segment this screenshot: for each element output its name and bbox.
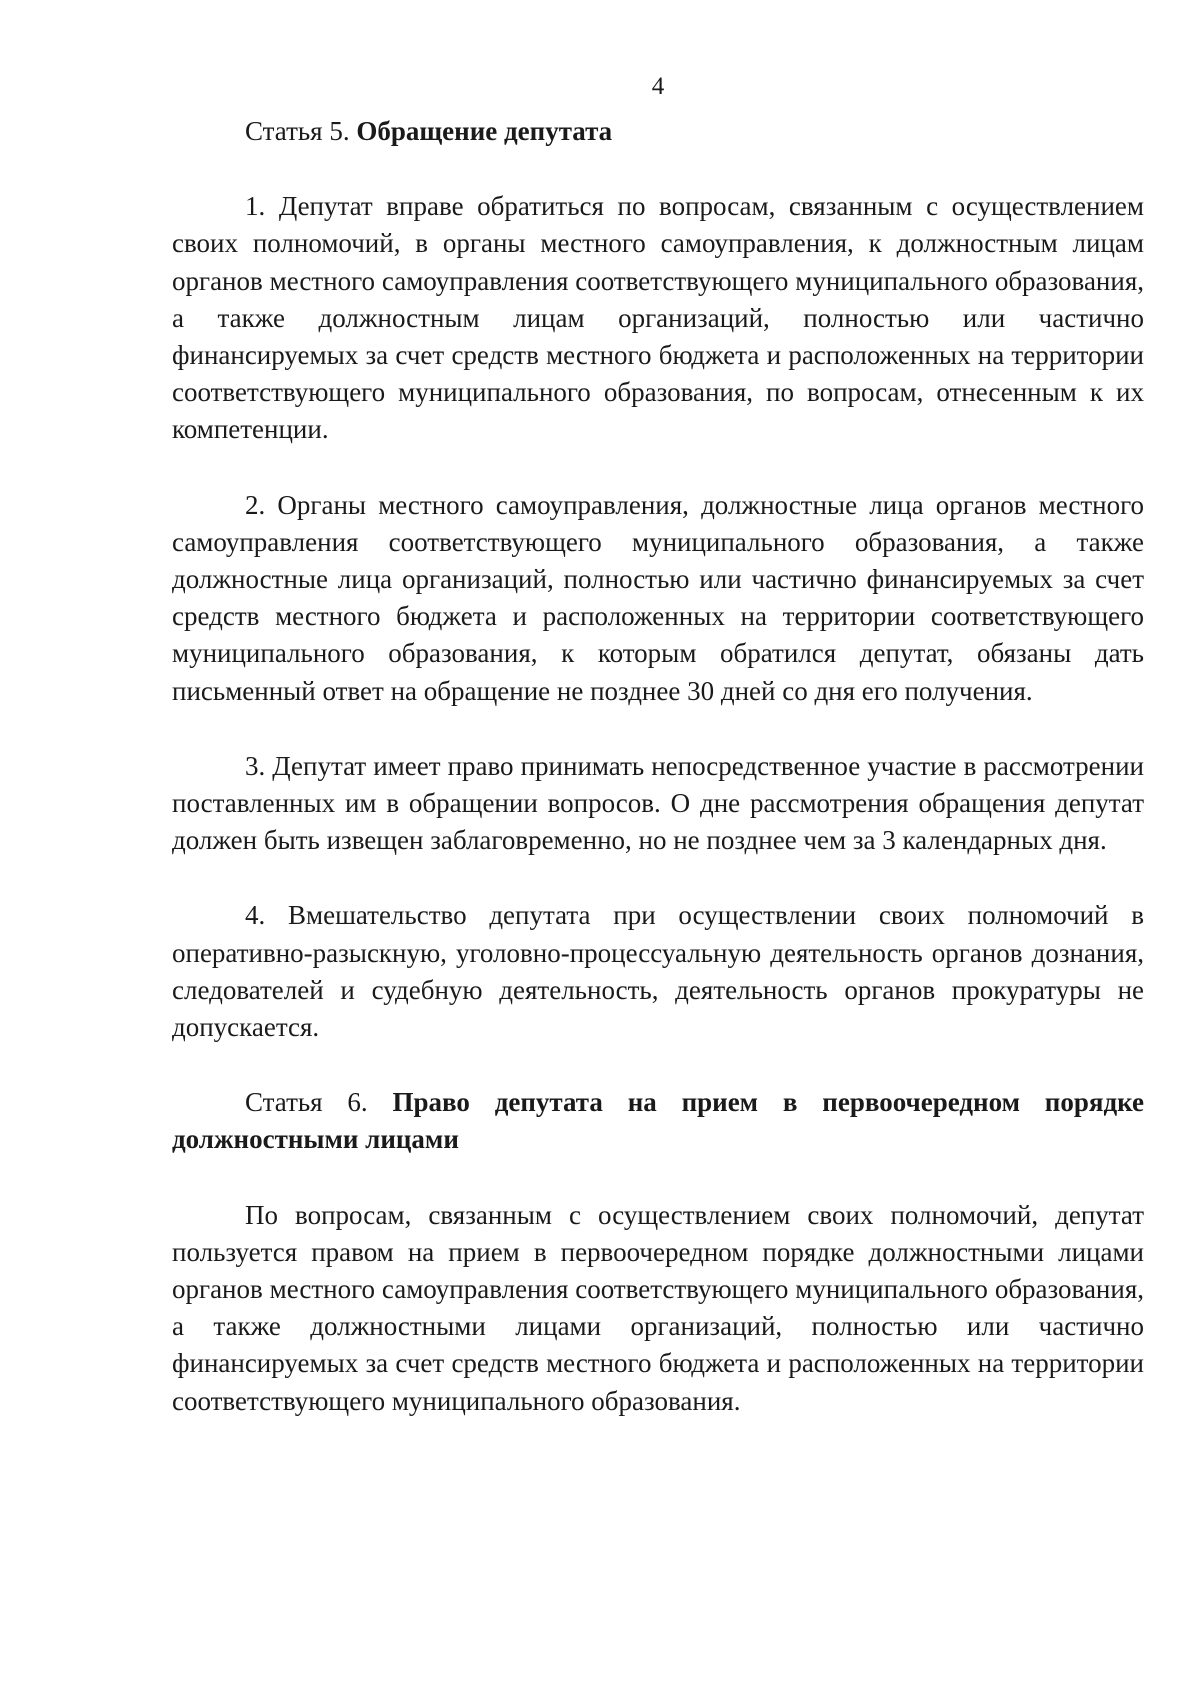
document-body — [172, 113, 1144, 1420]
article-5-paragraph-3: 3. Депутат имеет право принимать непосредственное участие в рассмотрении поставленных им в обращении вопросов. О дне рассмотрения обращения депутат должен быть извещен заблаговременно, но не позднее чем за 3 календарных дня. — [172, 750, 1144, 856]
article-5-title: Обращение депутата — [356, 116, 613, 146]
page-number: 4 — [651, 73, 665, 100]
article-5-paragraph-4: 4. Вмешательство депутата при осуществлении своих полномочий в оперативно-разыскную, уголовно-процессуальную деятельность органов дознания, следователей и судебную деятельность, деятельность органов прокуратуры не допускается. — [172, 900, 1144, 1043]
article-5-prefix: Статья 5. — [245, 116, 350, 146]
article-6-title: Право депутата на прием в первоочередном порядке должностными лицами — [172, 1087, 1144, 1155]
article-5-paragraph-2: 2. Органы местного самоуправления, должностные лица органов местного самоуправления соответствующего муниципального образования, а также должностные лица организаций, полностью или частично финансируемых за счет средств местного бюджета и расположенных на территории соответствующего муниципального образования, к которым обратился депутат, обязаны дать письменный ответ на обращение не позднее 30 дней со дня его получения. — [172, 489, 1144, 706]
article-5-paragraph-1: 1. Депутат вправе обратиться по вопросам, связанным с осуществлением своих полномочий, в органы местного самоуправления, к должностным лицам органов местного самоуправления соответствующего муниципального образования, а также должностным лицам организаций, полностью или частично финансируемых за счет средств местного бюджета и расположенных на территории соответствующего муниципального образования, по вопросам, отнесенным к их компетенции. — [172, 191, 1144, 445]
article-6-prefix: Статья 6. — [245, 1087, 368, 1118]
article-6-paragraph-1: По вопросам, связанным с осуществлением своих полномочий, депутат пользуется правом на прием в первоочередном порядке должностными лицами органов местного самоуправления соответствующего муниципального образования, а также должностными лицами организаций, полностью или частично финансируемых за счет средств местного бюджета и расположенных на территории соответствующего муниципального образования. — [172, 1199, 1144, 1416]
article-5-heading — [172, 113, 1144, 150]
article-6-heading — [172, 1084, 1144, 1158]
